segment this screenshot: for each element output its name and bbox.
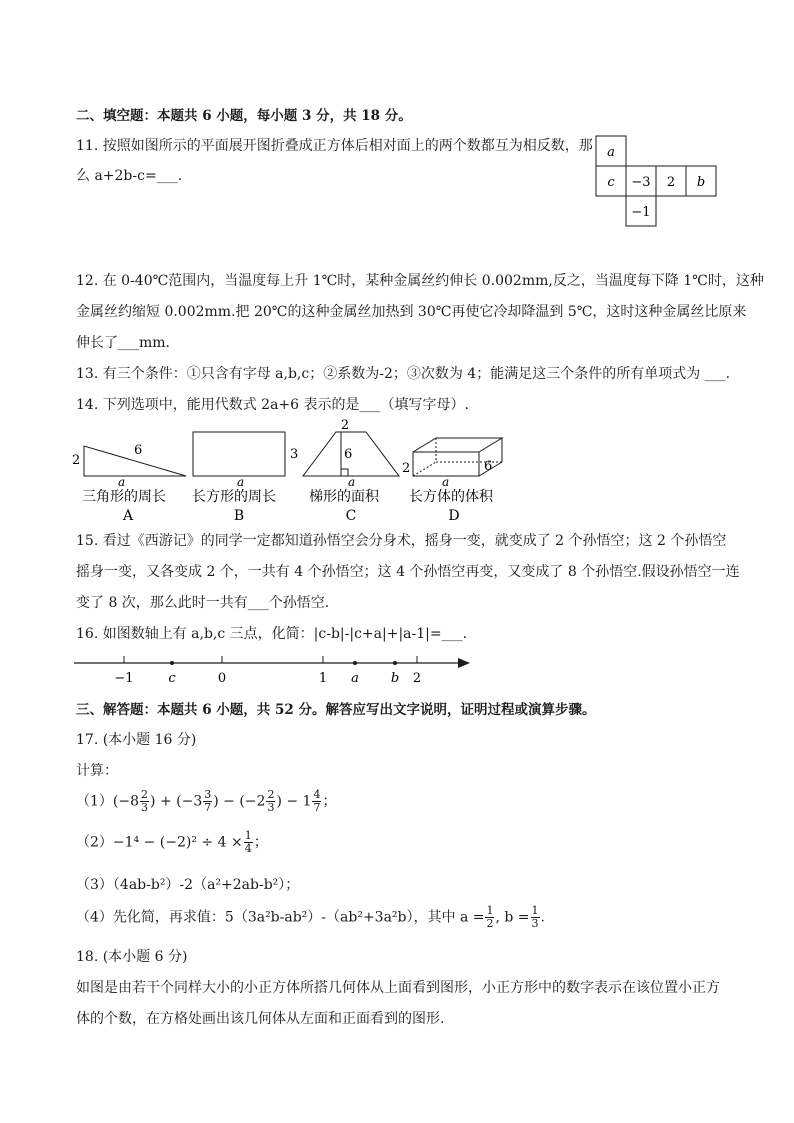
q17-p2-end: ； xyxy=(253,834,268,851)
q17-part3: （3）（4ab-b²）-2（a²+2ab-b²）； xyxy=(76,877,300,893)
frac-num: 4 xyxy=(313,788,321,801)
frac-den: 2 xyxy=(486,917,494,930)
fig-d-left-label: 2 xyxy=(402,461,411,476)
q12-line1: 12. 在 0-40℃范围内，当温度每上升 1℃时，某种金属丝约伸长 0.002mm,反之，当温度每下降 1℃时，这种 xyxy=(76,273,764,289)
fig-a-hyp-label: 6 xyxy=(134,443,143,458)
q17-p1-c: ) − (−2 xyxy=(213,793,266,810)
frac-num: 1 xyxy=(531,904,539,917)
q14-figures xyxy=(66,416,516,524)
fig-b-right-label: 3 xyxy=(290,447,299,462)
fig-d-caption: 长方体的体积 xyxy=(409,489,493,505)
fig-d-letter: D xyxy=(448,508,460,524)
frac-den: 7 xyxy=(313,801,321,814)
fig-c-letter: C xyxy=(345,508,357,524)
fig-b-base-label: a xyxy=(237,475,245,489)
q17-p2-prefix: （2） xyxy=(76,834,113,851)
q15-line3: 变了 8 次，那么此时一共有___个孙悟空. xyxy=(76,595,330,611)
section-2-heading: 二、填空题：本题共 6 小题，每小题 3 分，共 18 分。 xyxy=(76,108,412,124)
q12-line3: 伸长了___mm. xyxy=(76,335,171,351)
fig-c-top-label: 2 xyxy=(340,418,350,433)
q17-p1-frac3 xyxy=(266,789,275,814)
q15-line2: 摇身一变，又各变成 2 个，一共有 4 个孙悟空；这 4 个孙悟空再变，又变成了 8 个孙悟空.假设孙悟空一连 xyxy=(76,564,740,580)
frac-num: 1 xyxy=(486,904,494,917)
frac-num: 2 xyxy=(267,788,275,801)
q17-p2-expr: −1⁴ − (−2)² ÷ 4 × xyxy=(112,834,243,851)
fig-a-left-label: 2 xyxy=(72,453,81,468)
fig-c-base-label: a xyxy=(348,475,356,489)
q17-p1-b: ) + (−3 xyxy=(150,793,203,810)
q17-p1-frac1 xyxy=(140,789,149,814)
fig-a-base-label: a xyxy=(118,475,126,489)
fig-a-letter: A xyxy=(122,508,134,524)
q14-text: 14. 下列选项中，能用代数式 2a+6 表示的是___（填写字母）. xyxy=(76,397,469,413)
frac-den: 3 xyxy=(531,917,539,930)
q17-part2 xyxy=(76,830,268,855)
q17-p4-frac1 xyxy=(485,905,494,930)
q17-part4 xyxy=(76,905,545,930)
number-line xyxy=(70,648,480,688)
net-cell-a: a xyxy=(607,145,615,160)
section-3-heading: 三、解答题：本题共 6 小题，共 52 分。解答应写出文字说明，证明过程或演算步骤。 xyxy=(76,702,596,718)
net-cell-neg3: −3 xyxy=(631,175,651,190)
nl-label-0: 0 xyxy=(217,671,227,686)
frac-num: 2 xyxy=(141,788,149,801)
nl-label-b: b xyxy=(390,671,400,686)
q18-line1: 如图是由若干个同样大小的小正方体所搭几何体从上面看到图形，小正方形中的数字表示在该位置小正方 xyxy=(76,980,720,996)
fig-b-caption: 长方形的周长 xyxy=(192,489,276,505)
nl-label-1: 1 xyxy=(318,671,328,686)
net-cell-c: c xyxy=(607,175,615,190)
q11-line2: 么 a+2b-c=___. xyxy=(76,168,183,184)
q17-p4-frac2 xyxy=(531,905,540,930)
q17-p2-frac xyxy=(244,830,253,855)
frac-den: 3 xyxy=(141,801,149,814)
q11-line1: 11. 按照如图所示的平面展开图折叠成正方体后相对面上的两个数都互为相反数，那 xyxy=(76,138,593,154)
q17-p1-frac2 xyxy=(203,789,212,814)
fig-b-letter: B xyxy=(233,508,245,524)
nl-label-2: 2 xyxy=(412,671,422,686)
frac-den: 7 xyxy=(204,801,212,814)
q18-line2: 体的个数，在方格处画出该几何体从左面和正面看到的图形. xyxy=(76,1011,445,1027)
frac-num: 1 xyxy=(244,829,252,842)
q17-lead: 计算： xyxy=(76,763,118,779)
frac-num: 3 xyxy=(204,788,212,801)
q17-p1-a: (−8 xyxy=(112,793,140,810)
fig-d-side-label: 6 xyxy=(484,459,493,474)
fig-a-caption: 三角形的周长 xyxy=(82,489,166,505)
q17-p4-mid: , b = xyxy=(495,909,530,926)
q17-part1 xyxy=(76,789,336,814)
frac-den: 4 xyxy=(244,842,252,855)
nl-label-c: c xyxy=(168,671,176,686)
q17-p4-text: （4）先化简，再求值：5（3a²b-ab²）-（ab²+3a²b），其中 a = xyxy=(76,909,485,926)
net-cell-2: 2 xyxy=(666,175,676,190)
net-cell-neg1: −1 xyxy=(631,205,651,220)
cube-net-figure xyxy=(594,134,724,230)
q17-title: 17. (本小题 16 分) xyxy=(76,732,197,748)
nl-label-a: a xyxy=(351,671,359,686)
q13-text: 13. 有三个条件：①只含有字母 a,b,c；②系数为-2；③次数为 4；能满足这三个条件的所有单项式为 ___. xyxy=(76,366,731,382)
net-cell-b: b xyxy=(696,175,706,190)
q17-p1-d: ) − 1 xyxy=(276,793,312,810)
fig-c-height-label: 6 xyxy=(344,447,353,462)
q16-text: 16. 如图数轴上有 a,b,c 三点，化简：|c-b|-|c+a|+|a-1|=___. xyxy=(76,626,468,642)
q18-title: 18. (本小题 6 分) xyxy=(76,949,188,965)
q17-p1-frac4 xyxy=(312,789,321,814)
q12-line2: 金属丝约缩短 0.002mm.把 20℃的这种金属丝加热到 30℃再使它冷却降温到 5℃，这时这种金属丝比原来 xyxy=(76,304,747,320)
fig-c-caption: 梯形的面积 xyxy=(309,489,379,505)
nl-label-neg1: −1 xyxy=(114,671,134,686)
q17-p1-end: ； xyxy=(322,793,337,810)
frac-den: 3 xyxy=(267,801,275,814)
q17-p4-end: . xyxy=(540,909,545,926)
q17-p1-prefix: （1） xyxy=(76,793,113,810)
q15-line1: 15. 看过《西游记》的同学一定都知道孙悟空会分身术，摇身一变，就变成了 2 个孙悟空；这 2 个孙悟空 xyxy=(76,533,727,549)
fig-d-base-label: a xyxy=(442,475,450,489)
